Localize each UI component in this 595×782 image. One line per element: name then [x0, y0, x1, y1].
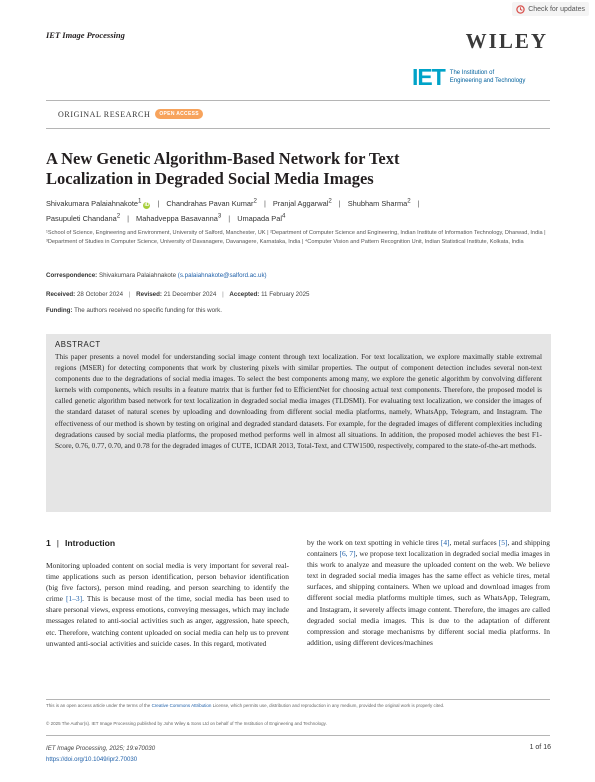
article-dates: Received: 28 October 2024 | Revised: 21 December 2024 | Accepted: 11 February 2025: [46, 291, 310, 298]
received-label: Received:: [46, 291, 76, 298]
intro-paragraph-right: by the work on text spotting in vehicle tires [4], metal surfaces [5], and shipping containers [6, 7], we propose text localization in degraded social media images in this work to analyze and measure the uploaded content on the web. We believe text in degraded social media images has the same effect as vehicle tires, metal surfaces, and shipping containers. When we upload and download images from different social media platforms multiple times, such as WhatsApp, Telegram, and Instagram, it severely affects image content. Therefore, the images are called degraded social media images. This is due to the adaptation of different compression and storage mechanisms by different social media platforms. In addition, using different devices/machines: [307, 538, 550, 647]
abstract-heading: ABSTRACT: [55, 340, 101, 349]
iet-logo: [412, 66, 525, 89]
author[interactable]: Chandrahas Pavan Kumar$^2$: [166, 198, 257, 209]
footer-divider: [46, 735, 550, 736]
section-number: 1: [46, 538, 51, 548]
accepted-date: 11 February 2025: [261, 291, 310, 298]
received-date: 28 October 2024: [76, 291, 124, 298]
funding: [46, 307, 222, 314]
orcid-icon[interactable]: iD: [144, 202, 150, 209]
footer-citation: [46, 743, 155, 765]
open-access-badge: OPEN ACCESS: [155, 109, 203, 119]
correspondence-label: Correspondence:: [46, 272, 98, 279]
article-type: [58, 109, 203, 119]
revised-date: 21 December 2024: [163, 291, 217, 298]
section-divider: [46, 128, 550, 129]
affiliations: ¹School of Science, Engineering and Environment, University of Salford, Manchester, UK | ²Department of Computer Science and Engineering, Indian Institute of Information Technology, Dharwad, India | ³Department of Studies in Computer Science, University of Davanagere, Davanagere, Karnataka, India | ⁴Computer Vision and Pattern Recognition Unit, Indian Statistical Institute, Kolkata, India: [46, 230, 546, 245]
iet-logo-line2: Engineering and Technology: [449, 77, 526, 84]
copyright-note: © 2025 The Author(s). IET Image Processing published by John Wiley & Sons Ltd on behalf of The Institution of Engineering and Technology.: [46, 721, 327, 726]
intro-paragraph-left: Monitoring uploaded content on social media is very important for several real-time applications such as person identification, person behavior identification (big five factors), person mind reading, and person searching to identify the crime [1–3]. This is because most of the time, social media has been used to share personal views, express emotions, conveying messages, which may include messages related to anti-social activities such as anger, aggression, hate speech, etc. Therefore, watching content uploaded on social media can help us to prevent unwanted anti-social activities and suicide cases. In this regard, motivated: [46, 561, 289, 648]
author-list: Shivakumara Palaiahnakote$^1$iD | Chandrahas Pavan Kumar$^2$ | Pranjal Aggarwal$^2$ | Shubham Sharma$^2$ | Pasupuleti Chandana$^2$ | Mahadveppa Basavanna$^3$ | Umapada Pal$^4$: [46, 198, 420, 223]
journal-name: IET Image Processing: [46, 30, 125, 40]
author[interactable]: Mahadveppa Basavanna$^3$: [136, 212, 222, 223]
author[interactable]: Umapada Pal$^4$: [237, 212, 286, 223]
correspondence-email-link[interactable]: (s.palaiahnakote@salford.ac.uk): [177, 272, 267, 279]
abstract-box: [46, 334, 551, 512]
correspondence-name: Shivakumara Palaiahnakote: [98, 272, 177, 279]
refresh-icon: [516, 5, 525, 14]
revised-label: Revised:: [136, 291, 162, 298]
publisher-logo: WILEY: [465, 29, 548, 53]
footnote-divider: [46, 699, 550, 700]
iet-logo-text: [450, 70, 526, 85]
journal-citation: IET Image Processing, 2025; 19:e70030: [46, 745, 156, 752]
author[interactable]: Shubham Sharma$^2$: [347, 198, 411, 209]
citation-link[interactable]: [4]: [440, 538, 450, 547]
author[interactable]: Shivakumara Palaiahnakote$^1$: [46, 198, 142, 209]
citation-link[interactable]: [5]: [498, 538, 508, 547]
header-divider: [46, 100, 550, 101]
funding-label: Funding:: [46, 307, 73, 314]
author[interactable]: Pasupuleti Chandana$^2$: [46, 212, 121, 223]
funding-text: The authors received no specific funding for this work.: [74, 307, 222, 314]
section-heading-introduction: 1 | Introduction: [46, 538, 116, 548]
section-type-label: ORIGINAL RESEARCH: [58, 109, 151, 119]
section-title: Introduction: [65, 538, 116, 548]
citation-link[interactable]: [1–3]: [66, 594, 83, 604]
doi-link[interactable]: https://doi.org/10.1049/ipr2.70030: [46, 756, 138, 763]
page-number: 1 of 16: [529, 744, 551, 751]
article-title: A New Genetic Algorithm-Based Network for Text Localization in Degraded Social Media Images: [46, 149, 400, 188]
citation-link[interactable]: [6, 7]: [339, 549, 356, 559]
accepted-label: Accepted:: [229, 291, 260, 298]
iet-logo-mark: IET: [412, 64, 445, 90]
correspondence: [46, 272, 267, 279]
abstract-text: This paper presents a novel model for understanding social image content through text localization. For text localization, we explore maximally stable extremal regions (MSER) for detecting components that work by clustering pixels with similar properties. The output of component detection includes several non-text components due to the degradations of social media images. To select the best components among many, we explore the genetic algorithm by convolving different kernels with components, which results in a feature matrix that is further fed to EfficientNet for choosing actual text components. Therefore, the proposed model is called genetic algorithm based network for text localization in degraded social media images (TLDSMI). For evaluating text localization, we consider the images of the standard dataset of natural scenes by uploading and downloading from different social media platforms, namely, WhatsApp, Telegram, and Instagram. The effectiveness of our method is shown by testing on original and degraded standard datasets. For example, for the degraded images of different complexities including degradations caused by social media platforms, the proposed method performs well in almost all situations. In addition, the proposed model achieves the best F1-Score, 0.76, 0.77, 0.70, and 0.78 for the degraded images of CUTE, ICDAR 2013, Total-Text, and CTW1500, respectively, compared to the state-of-the-art methods.: [55, 352, 542, 450]
check-for-updates-button[interactable]: [512, 2, 589, 16]
check-for-updates-label: Check for updates: [528, 5, 585, 13]
author[interactable]: Pranjal Aggarwal$^2$: [272, 198, 332, 209]
cc-license-link[interactable]: Creative Commons Attribution: [151, 703, 212, 708]
license-note: This is an open access article under the terms of the Creative Commons Attribution License, which permits use, distribution and reproduction in any medium, provided the original work is properly cited.: [46, 703, 445, 708]
iet-logo-line1: The Institution of: [449, 70, 495, 77]
